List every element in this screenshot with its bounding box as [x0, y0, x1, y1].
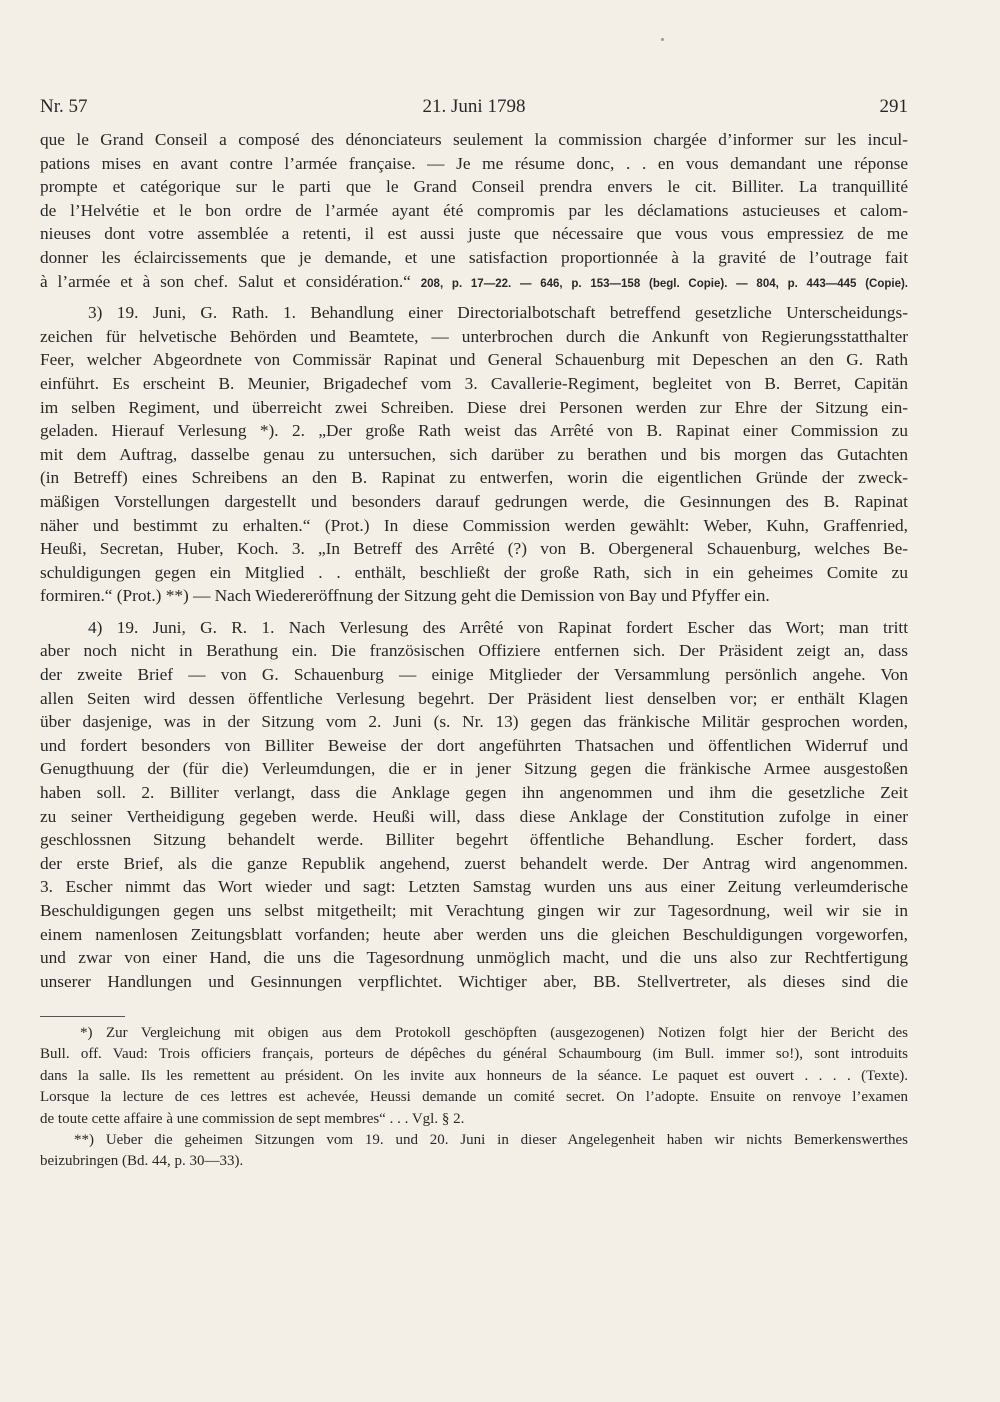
paragraph-gap	[40, 293, 908, 301]
main-text	[40, 128, 908, 993]
body-line-text: Beschuldigungen gegen uns selbst mitgetheilt; mit Verachtung gingen wir zur Tagesordnung, weil wir sie in	[40, 901, 908, 920]
body-line-text: 4) 19. Juni, G. R. 1. Nach Verlesung des Arrêté von Rapinat fordert Escher das Wort; man tritt	[88, 617, 908, 637]
footnote-line-text: **) Ueber die geheimen Sitzungen vom 19. und 20. Juni in dieser Angelegenheit haben wir nichts Bemerkenswerthes	[74, 1131, 908, 1148]
body-line-text: und zwar von einer Hand, die uns die Tagesordnung unmöglich macht, und die uns also zur Rechtfertigung	[40, 948, 908, 968]
body-line-text: im selben Regiment, und überreicht zwei Schreiben. Diese drei Personen werden zur Ehre der Sitzung ein-	[40, 397, 908, 417]
footnote-line	[40, 1087, 908, 1108]
body-line	[40, 199, 908, 223]
body-line-text: einem namenlosen Zeitungsblatt vorfanden; heute aber werden uns die gleichen Beschuldigungen vorgeworfen,	[40, 924, 908, 944]
body-line	[40, 466, 908, 490]
body-line-text: 3) 19. Juni, G. Rath. 1. Behandlung einer Directorialbotschaft betreffend gesetzliche Unterscheidungs-	[88, 303, 908, 323]
footnote-line	[40, 1151, 908, 1172]
footnote-line	[40, 1044, 908, 1065]
body-line	[40, 348, 908, 372]
body-line-text: schuldigungen gegen ein Mitglied . . enthält, beschließt der große Rath, sich in ein geheimes Comite zu	[40, 562, 908, 582]
body-line	[40, 270, 908, 294]
body-line-text: aber noch nicht in Berathung ein. Die französischen Offiziere entfernen sich. Der Präsident zeigt an, dass	[40, 641, 908, 661]
body-line	[40, 781, 908, 805]
body-line-text: der zweite Brief — von G. Schauenburg — einige Mitglieder der Versammlung persönlich angehe. Von	[40, 665, 908, 685]
body-line	[40, 152, 908, 176]
body-line	[40, 301, 908, 325]
body-line	[40, 852, 908, 876]
footnote-line	[40, 1066, 908, 1087]
body-line	[40, 710, 908, 734]
body-line	[40, 490, 908, 514]
body-line	[40, 946, 908, 970]
body-line	[40, 246, 908, 270]
body-line	[40, 372, 908, 396]
body-line	[40, 875, 908, 899]
body-line-text: Feer, welcher Abgeordnete von Commissär Rapinat und General Schauenburg mit Depeschen an den G. Rath	[40, 350, 908, 370]
body-line	[40, 663, 908, 687]
body-line	[40, 805, 908, 829]
body-line-text: zu seiner Vertheidigung gegeben werde. Heußi will, dass diese Anklage der Constitution zufolge in einer	[40, 806, 908, 826]
body-line-text: Genugthuung der (für die) Verleumdungen, die er in jener Sitzung gegen die fränkische Armee ausgestoßen	[40, 759, 908, 779]
body-line	[40, 687, 908, 711]
footnote-line-text: Lorsque la lecture de ces lettres est achevée, Heussi demande un comité secret. On l’adopte. Ensuite on renvoye l’examen	[40, 1089, 908, 1106]
body-line-text: einführt. Es erscheint B. Meunier, Brigadechef vom 3. Cavallerie-Regiment, begleitet von B. Berret, Capitän	[40, 373, 908, 393]
footnote-line-text: Bull. off. Vaud: Trois officiers français, porteurs de dépêches du général Schaumbourg (im Bull. immer so!), sont introduits	[40, 1046, 908, 1063]
body-line-text: geladen. Hierauf Verlesung *). 2. „Der große Rath weist das Arrêté von B. Rapinat einer Commission zu	[40, 421, 908, 441]
body-line-text: der erste Brief, als die ganze Republik angehend, zuerst behandelt werde. Der Antrag wird angenommen.	[40, 853, 908, 873]
body-line	[40, 128, 908, 152]
body-line-text: (in Betreff) eines Schreibens an den B. Rapinat zu entwerfen, worin die eigentlichen Gründe der zweck-	[40, 468, 908, 488]
footnotes	[40, 1023, 908, 1173]
footnote-line	[40, 1023, 908, 1044]
body-line	[40, 584, 908, 608]
body-line	[40, 828, 908, 852]
footnote-line-text: dans la salle. Ils les remettent au président. On les invite aux honneurs de la séance. Le paquet est ouvert . . . . (Texte).	[40, 1067, 908, 1084]
body-line-text: donner les éclaircissements que je demande, et une satisfaction proportionnée à la gravité de l’outrage fait	[40, 247, 908, 267]
body-line	[40, 396, 908, 420]
body-line-text: zeichen für helvetische Behörden und Beamtete, — unterbrochen durch die Ankunft von Regierungsstatthalter	[40, 326, 908, 346]
page-number: 291	[879, 96, 908, 117]
body-line	[40, 734, 908, 758]
body-line-text: à l’armée et à son chef. Salut et considération.“	[40, 271, 411, 291]
footnote-line	[40, 1130, 908, 1151]
footnote-line-text: *) Zur Vergleichung mit obigen aus dem Protokoll geschöpften (ausgezogenen) Notizen folgt hier der Bericht des	[80, 1025, 908, 1041]
header-date: 21. Juni 1798	[422, 96, 526, 117]
archive-reference: 208, p. 17—22. — 646, p. 153—158 (begl. Copie). — 804, p. 443—445 (Copie).	[420, 277, 908, 290]
body-line	[40, 616, 908, 640]
body-line-text: näher und bestimmt zu erhalten.“ (Prot.) In diese Commission werden gewählt: Weber, Kuhn, Graffenried,	[40, 515, 908, 535]
body-line-text: unserer Handlungen und Gesinnungen verpflichtet. Wichtiger aber, BB. Stellvertreter, als dieses sind die	[40, 971, 908, 991]
body-line-text: und fordert besonders von Billiter Beweise der dort angeführten Thatsachen und öffentlichen Widerruf und	[40, 735, 908, 755]
body-line-text: nieuses dont votre assemblée a retenti, il est aussi juste que nécessaire que vous vous empressiez de me	[40, 224, 908, 244]
body-line-text: allen Seiten wird dessen öffentliche Verlesung begehrt. Der Präsident liest denselben vor; er enthält Klagen	[40, 688, 908, 708]
body-line-text: prompte et catégorique sur le parti que le Grand Conseil prendra envers le cit. Billiter. La tranquillité	[40, 177, 908, 197]
body-line-text: mit dem Auftrag, dasselbe genau zu untersuchen, sich darüber zu berathen und bis morgen das Gutachten	[40, 444, 908, 464]
body-line	[40, 639, 908, 663]
body-line-text: que le Grand Conseil a composé des dénonciateurs seulement la commission chargée d’informer sur les incul-	[40, 130, 908, 149]
body-line	[40, 537, 908, 561]
body-line-text: formiren.“ (Prot.) **) — Nach Wiedereröffnung der Sitzung geht die Demission von Bay und Pfyffer ein.	[40, 586, 770, 606]
document-number: Nr. 57	[40, 96, 88, 117]
body-line-text: Heußi, Secretan, Huber, Koch. 3. „In Betreff des Arrêté (?) von B. Obergeneral Schauenburg, welches Be-	[40, 539, 908, 559]
body-line	[40, 514, 908, 538]
speck-mark	[661, 38, 664, 41]
footnote-line-text: beizubringen (Bd. 44, p. 30—33).	[40, 1153, 244, 1170]
body-line	[40, 222, 908, 246]
footnote-line-text: de toute cette affaire à une commission de sept membres“ . . . Vgl. § 2.	[40, 1110, 465, 1127]
body-line	[40, 923, 908, 947]
body-line-text: geschlossnen Sitzung behandelt werde. Billiter begehrt öffentliche Behandlung. Escher fordert, dass	[40, 830, 908, 850]
page-header	[40, 96, 908, 126]
footnote-line	[40, 1109, 908, 1130]
body-line-text: über dasjenige, was in der Sitzung vom 2. Juni (s. Nr. 13) gegen das fränkische Militär gesprochen worden,	[40, 712, 908, 732]
body-line-text: de l’Helvétie et le bon ordre de l’armée ayant été compromis par les déclamations astucieuses et calom-	[40, 200, 908, 220]
body-line	[40, 419, 908, 443]
body-line	[40, 899, 908, 923]
body-line-text: mäßigen Vorstellungen dargestellt und besonders darauf gedrungen werde, die Gesinnungen des B. Rapinat	[40, 491, 908, 511]
body-line-text: pations mises en avant contre l’armée française. — Je me résume donc, . . en vous demandant une réponse	[40, 153, 908, 173]
body-line	[40, 325, 908, 349]
paragraph-gap	[40, 608, 908, 616]
body-line-text: haben soll. 2. Billiter verlangt, dass die Anklage gegen ihn angenommen und ihm die gesetzliche Zeit	[40, 783, 908, 803]
body-line	[40, 443, 908, 467]
body-line-text: 3. Escher nimmt das Wort wieder und sagt: Letzten Samstag wurden uns aus einer Zeitung verleumderische	[40, 877, 908, 897]
body-line	[40, 970, 908, 994]
footnote-rule	[40, 1016, 125, 1017]
body-line	[40, 561, 908, 585]
body-line	[40, 757, 908, 781]
body-line	[40, 175, 908, 199]
